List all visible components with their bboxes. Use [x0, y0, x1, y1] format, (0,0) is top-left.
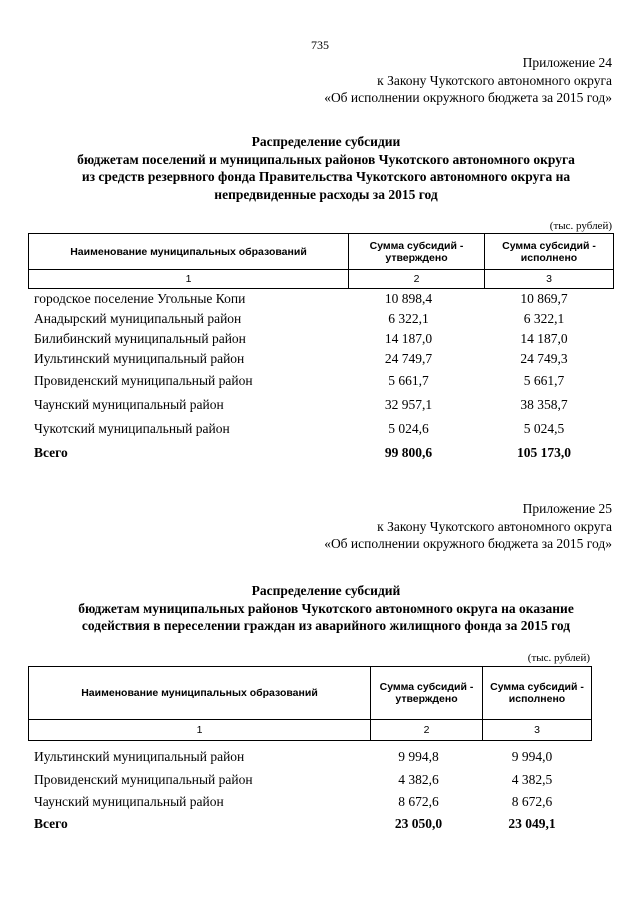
row-name: Провиденский муниципальный район — [34, 771, 253, 787]
appendix-label: Приложение 25 — [522, 501, 612, 516]
section2-title — [20, 582, 632, 635]
total-executed: 105 173,0 — [517, 445, 571, 460]
units-label: (тыс. рублей) — [549, 220, 612, 232]
row-approved: 14 187,0 — [384, 331, 433, 346]
total-approved: 23 050,0 — [394, 816, 443, 831]
row-approved: 5 661,7 — [388, 373, 429, 388]
table-row — [28, 745, 592, 768]
table-row — [28, 393, 614, 417]
col-number: 3 — [485, 270, 614, 289]
row-name: Провиденский муниципальный район — [34, 373, 253, 388]
row-name: городское поселение Угольные Копи — [34, 290, 246, 306]
row-name: Чаунский муниципальный район — [34, 794, 224, 809]
row-approved: 4 382,6 — [398, 771, 439, 787]
title-line: бюджетам муниципальных районов Чукотского автономного округа на оказание — [78, 600, 574, 616]
total-label: Всего — [34, 445, 68, 460]
col-name-header: Наименование муниципальных образований — [29, 234, 349, 270]
row-executed: 38 358,7 — [520, 397, 568, 412]
table-row — [28, 417, 614, 441]
total-row — [28, 813, 592, 835]
title-line: из средств резервного фонда Правительства Чукотского автономного округа на — [81, 169, 571, 184]
col-number: 1 — [29, 720, 371, 741]
col-number: 1 — [29, 270, 349, 289]
section2-table-body — [28, 745, 592, 835]
table-row — [28, 288, 614, 309]
row-executed: 5 661,7 — [523, 373, 565, 388]
row-approved: 9 994,8 — [398, 748, 439, 764]
row-name: Чаунский муниципальный район — [34, 397, 224, 412]
row-executed: 5 024,5 — [523, 421, 565, 436]
row-executed: 8 672,6 — [511, 794, 553, 809]
page-number: 735 — [311, 38, 329, 52]
row-approved: 24 749,7 — [384, 351, 433, 366]
table-row — [28, 369, 614, 393]
row-approved: 8 672,6 — [398, 794, 439, 809]
total-executed: 23 049,1 — [508, 816, 556, 831]
total-approved: 99 800,6 — [384, 445, 433, 460]
row-executed: 14 187,0 — [520, 331, 568, 346]
row-executed: 6 322,1 — [523, 311, 565, 326]
row-approved: 6 322,1 — [388, 311, 429, 326]
appendix-label: Приложение 24 — [522, 55, 612, 70]
appendix-24-header — [324, 54, 612, 107]
col-name-header: Наименование муниципальных образований — [29, 667, 371, 720]
section2-table-header — [28, 666, 592, 741]
section1-table-body — [28, 288, 614, 465]
units-label: (тыс. рублей) — [527, 652, 590, 664]
col-number: 2 — [349, 270, 485, 289]
row-approved: 32 957,1 — [384, 397, 433, 412]
total-label: Всего — [34, 816, 68, 831]
row-executed: 10 869,7 — [520, 290, 568, 306]
row-approved: 5 024,6 — [388, 421, 429, 436]
row-name: Билибинский муниципальный район — [34, 331, 246, 346]
section1-title — [20, 133, 632, 203]
row-executed: 9 994,0 — [511, 748, 553, 764]
row-approved: 10 898,4 — [384, 290, 433, 306]
title-line: содействия в переселении граждан из аварийного жилищного фонда за 2015 год — [81, 618, 571, 633]
col-approved-header: Сумма субсидий - утверждено — [371, 667, 483, 720]
table-row — [28, 768, 592, 791]
title-line: непредвиденные расходы за 2015 год — [214, 186, 438, 202]
col-executed-header: Сумма субсидий - исполнено — [483, 667, 592, 720]
appendix-law: к Закону Чукотского автономного округа — [377, 518, 612, 534]
table-row — [28, 329, 614, 349]
table-row — [28, 309, 614, 329]
table-row — [28, 349, 614, 369]
col-number: 3 — [483, 720, 592, 741]
row-executed: 4 382,5 — [511, 771, 553, 787]
row-name: Чукотский муниципальный район — [34, 421, 230, 436]
appendix-law: к Закону Чукотского автономного округа — [377, 72, 612, 88]
row-name: Анадырский муниципальный район — [34, 311, 242, 326]
title-line: бюджетам поселений и муниципальных районов Чукотского автономного округа — [77, 151, 575, 167]
title-line: Распределение субсидии — [251, 134, 401, 149]
table-row — [28, 791, 592, 813]
title-line: Распределение субсидий — [251, 583, 401, 598]
col-number: 2 — [371, 720, 483, 741]
appendix-25-header — [324, 500, 612, 553]
col-executed-header: Сумма субсидий - исполнено — [485, 234, 614, 270]
col-approved-header: Сумма субсидий - утверждено — [349, 234, 485, 270]
section1-table-header — [28, 233, 614, 289]
appendix-law-title: «Об исполнении окружного бюджета за 2015 год» — [324, 536, 612, 551]
appendix-law-title: «Об исполнении окружного бюджета за 2015 год» — [324, 90, 612, 105]
total-row — [28, 441, 614, 465]
row-name: Иультинский муниципальный район — [34, 748, 245, 764]
row-name: Иультинский муниципальный район — [34, 351, 245, 366]
row-executed: 24 749,3 — [520, 351, 568, 366]
